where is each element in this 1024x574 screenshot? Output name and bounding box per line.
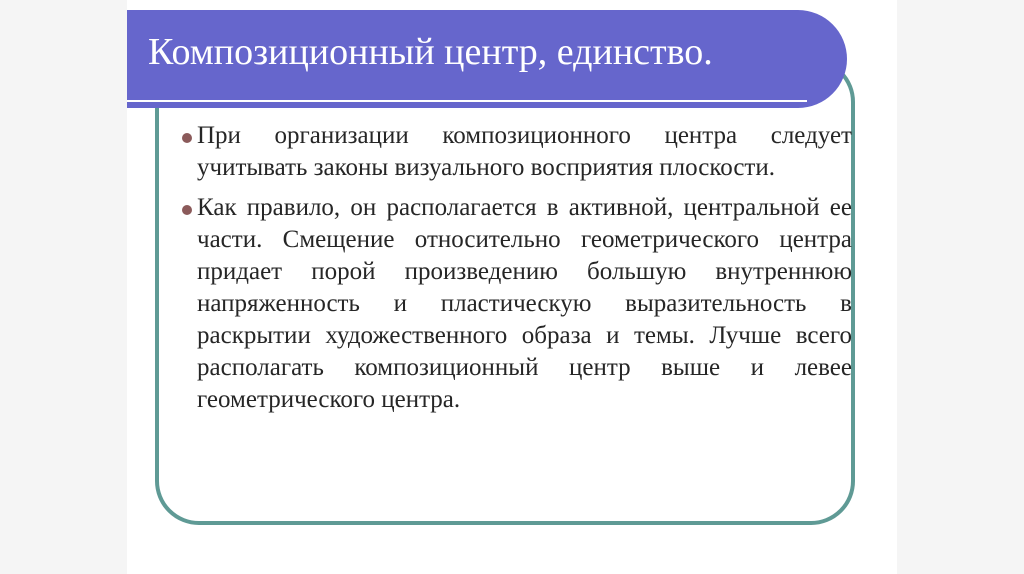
bullet-item: [180, 192, 852, 416]
bullet-dot-icon: [182, 133, 192, 143]
title-underline: [127, 100, 807, 102]
bullet-dot-icon: [182, 205, 192, 215]
slide-title: Композиционный центр, единство.: [148, 31, 713, 73]
bullet-item: [180, 120, 852, 184]
bullet-list: [180, 120, 852, 424]
bullet-text: При организации композиционного центра следует учитывать законы визуального восприятия плоскости.: [197, 122, 852, 181]
bullet-text: Как правило, он располагается в активной, центральной ее части. Смещение относительно геометрического центра придает порой произведению большую внутреннюю напряженность и пластическую выразительность в раскрытии художественного образа и темы. Лучше всего располагать композиционный центр выше и левее геометрического центра.: [197, 194, 852, 413]
